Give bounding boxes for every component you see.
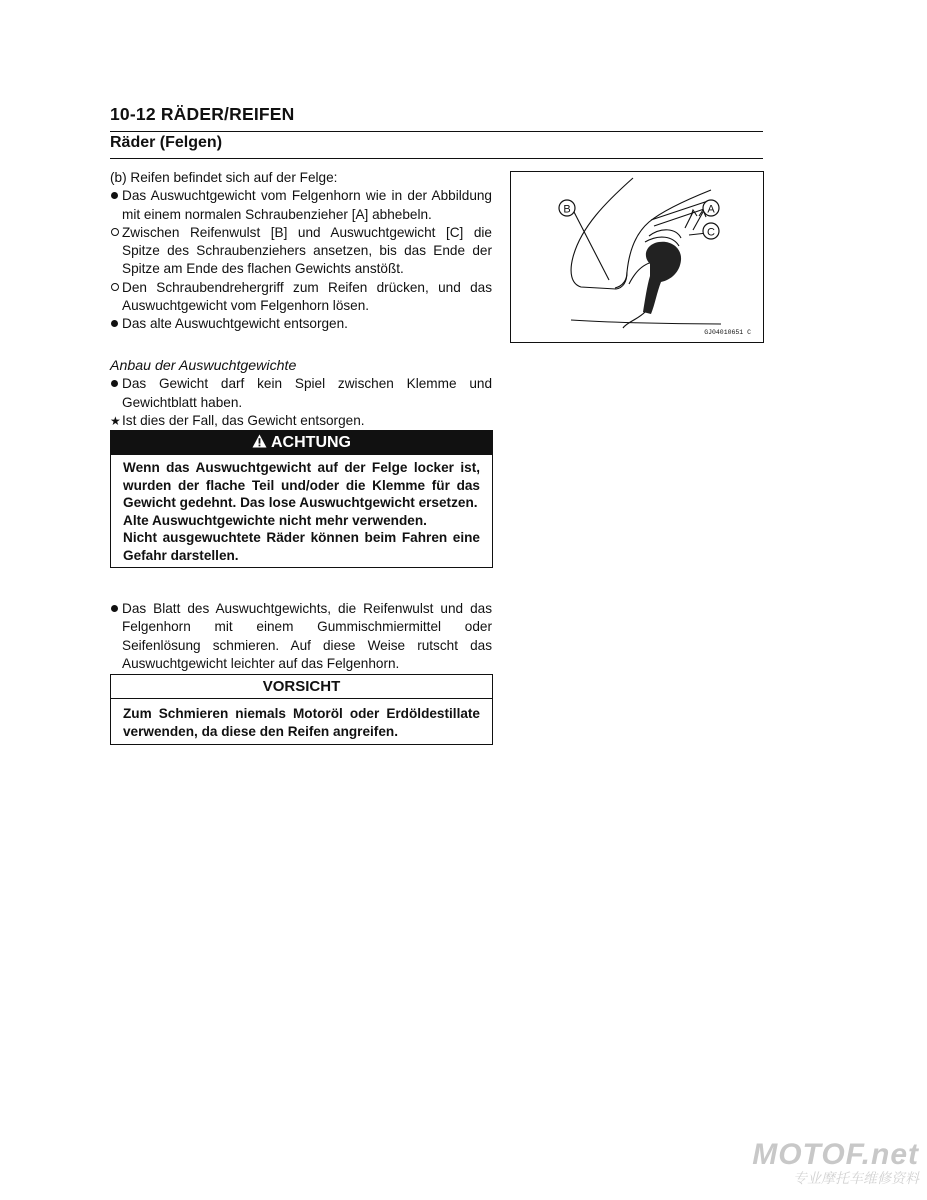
install-title: Anbau der Auswuchtgewichte <box>110 358 297 374</box>
callout-a <box>703 200 719 216</box>
section-title: 10-12 RÄDER/REIFEN <box>110 104 295 124</box>
install-item <box>110 375 492 412</box>
watermark <box>752 1140 919 1186</box>
step-substep <box>110 279 492 316</box>
step-text: Das alte Auswuchtgewicht entsorgen. <box>122 316 348 332</box>
install-text: Das Gewicht darf kein Spiel zwischen Klemme und Gewichtblatt haben. <box>122 376 492 410</box>
lubricate-step <box>110 600 492 673</box>
callout-b <box>559 200 575 216</box>
caution-box <box>110 674 493 745</box>
step-text: Das Blatt des Auswuchtgewichts, die Reifenwulst und das Felgenhorn mit einem Gummischmiermittel oder Seifenlösung schmieren. Auf diese Weise rutscht das Auswuchtgewicht leichter auf das Felgenhorn. <box>122 601 492 671</box>
watermark-logo: MOTOF.net <box>752 1138 919 1171</box>
warning-line: Alte Auswuchtgewichte nicht mehr verwenden. <box>123 512 427 528</box>
subsection-title-rule <box>110 158 763 159</box>
step-intro: (b) Reifen befindet sich auf der Felge: <box>110 170 338 185</box>
step-text: Den Schraubendrehergriff zum Reifen drücken, und das Auswuchtgewicht vom Felgenhorn lösen. <box>122 279 492 314</box>
install-section <box>110 357 492 430</box>
step-text: Zwischen Reifenwulst [B] und Auswuchtgewicht [C] die Spitze des Schraubenziehers ansetzen, bis das Ende der Spitze am Ende des flachen Gewichts anstößt. <box>122 224 492 277</box>
install-item <box>110 412 492 430</box>
step-bullet <box>110 315 492 333</box>
callout-c <box>703 223 719 239</box>
warning-body <box>111 455 492 567</box>
warning-line: Nicht ausgewuchtete Räder können beim Fahren eine Gefahr darstellen. <box>123 530 480 563</box>
step-bullet <box>110 187 492 224</box>
step-substep <box>110 224 492 279</box>
step-bullet <box>110 600 492 673</box>
step-text: Das Auswuchtgewicht vom Felgenhorn wie in der Abbildung mit einem normalen Schraubenzieher [A] abhebeln. <box>122 188 492 222</box>
warning-header <box>111 431 492 455</box>
caution-text: Zum Schmieren niemals Motoröl oder Erdöldestillate verwenden, da diese den Reifen angreifen. <box>123 706 480 739</box>
section-title-rule <box>110 131 763 132</box>
illustration <box>511 172 763 342</box>
figure-code: GJ04010651 C <box>704 329 751 336</box>
warning-label: ACHTUNG <box>271 434 351 451</box>
install-text: Ist dies der Fall, das Gewicht entsorgen. <box>122 412 365 428</box>
removal-steps <box>110 169 492 334</box>
warning-line: Wenn das Auswuchtgewicht auf der Felge locker ist, wurden der flache Teil und/oder die Klemme für das Gewicht gedehnt. Das lose Auswuchtgewicht ersetzen. <box>123 460 480 510</box>
star-icon: ★ <box>110 413 121 428</box>
warning-box <box>110 430 493 568</box>
callout-c-label: C <box>707 226 715 239</box>
callout-a-label: A <box>707 203 715 216</box>
callout-b-label: B <box>563 203 571 216</box>
warning-triangle-icon <box>252 434 267 448</box>
figure-wheel-weight-removal <box>510 171 764 343</box>
subsection-title: Räder (Felgen) <box>110 134 223 151</box>
caution-label: VORSICHT <box>111 675 492 699</box>
watermark-tagline: 专业摩托车维修资料 <box>793 1170 919 1186</box>
